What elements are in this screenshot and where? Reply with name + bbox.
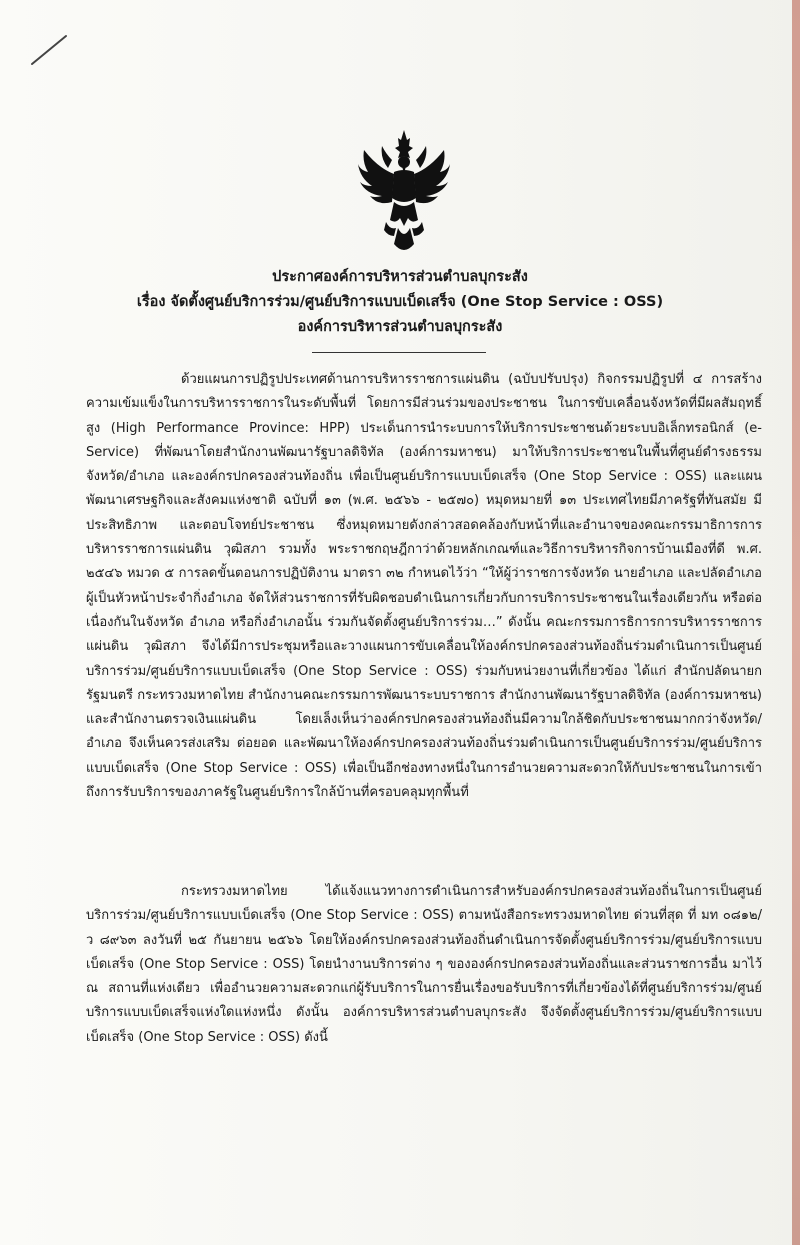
announcement-subject: เรื่อง จัดตั้งศูนย์บริการร่วม/ศูนย์บริการแบบเบ็ดเสร็จ (One Stop Service : OSS) xyxy=(136,294,664,310)
page-edge-shadow xyxy=(792,0,800,1245)
garuda-emblem-icon xyxy=(358,128,450,258)
body-paragraph: ด้วยแผนการปฏิรูปประเทศด้านการบริหารราชการแผ่นดิน (ฉบับปรับปรุง) กิจกรรมปฏิรูปที่ ๔ การสร้างความเข้มแข็งในการบริหารราชการในระดับพื้นที่ โดยการมีส่วนร่วมของประชาชน ในการขับเคลื่อนจังหวัดที่มีผลสัมฤทธิ์สูง (High Performance Province: HPP) ประเด็นการนำระบบการให้บริการประชาชนด้วยระบบอิเล็กทรอนิกส์ (e-Service) ที่พัฒนาโดยสำนักงานพัฒนารัฐบาลดิจิทัล (องค์การมหาชน) มาให้บริการประชาชนในพื้นที่ศูนย์ดำรงธรรมจังหวัด/อำเภอ และองค์กรปกครองส่วนท้องถิ่น เพื่อเป็นศูนย์บริการแบบเบ็ดเสร็จ (One Stop Service : OSS) และแผนพัฒนาเศรษฐกิจและสังคมแห่งชาติ ฉบับที่ ๑๓ (พ.ศ. ๒๕๖๖ - ๒๕๗๐) หมุดหมายที่ ๑๓ ประเทศไทยมีภาครัฐที่ทันสมัย มีประสิทธิภาพ และตอบโจทย์ประชาชน ซึ่งหมุดหมายดังกล่าวสอดคล้องกับหน้าที่และอำนาจของคณะกรรมาธิการการบริหารราชการแผ่นดิน วุฒิสภา รวมทั้ง พระราชกฤษฎีกาว่าด้วยหลักเกณฑ์และวิธีการบริหารกิจการบ้านเมืองที่ดี พ.ศ. ๒๕๔๖ หมวด ๕ การลดขั้นตอนการปฏิบัติงาน มาตรา ๓๒ กำหนดไว้ว่า “ให้ผู้ว่าราชการจังหวัด นายอำเภอ และปลัดอำเภอ ผู้เป็นหัวหน้าประจำกิ่งอำเภอ จัดให้ส่วนราชการที่รับผิดชอบดำเนินการเกี่ยวกับการบริการประชาชนในเรื่องเดียวกัน หรือต่อเนื่องกันในจังหวัด อำเภอ หรือกิ่งอำเภอนั้น ร่วมกันจัดตั้งศูนย์บริการร่วม…” ดังนั้น คณะกรรมการธิการการบริหารราชการแผ่นดิน วุฒิสภา จึงได้มีการประชุมหรือและวางแผนการขับเคลื่อนให้องค์กรปกครองส่วนท้องถิ่นร่วมดำเนินการเป็นศูนย์บริการร่วม/ศูนย์บริการแบบเบ็ดเสร็จ (One Stop Service : OSS) ร่วมกับหน่วยงานที่เกี่ยวข้อง ได้แก่ สำนักปลัดนายกรัฐมนตรี กระทรวงมหาดไทย สำนักงานคณะกรรมการพัฒนาระบบราชการ สำนักงานพัฒนารัฐบาลดิจิทัล (องค์การมหาชน) และสำนักงานตรวจเงินแผ่นดิน โดยเล็งเห็นว่าองค์กรปกครองส่วนท้องถิ่นมีความใกล้ชิดกับประชาชนมากกว่าจังหวัด/อำเภอ จึงเห็นควรส่งเสริม ต่อยอด และพัฒนาให้องค์กรปกครองส่วนท้องถิ่นร่วมดำเนินการเป็นศูนย์บริการร่วม/ศูนย์บริการแบบเบ็ดเสร็จ (One Stop Service : OSS) เพื่อเป็นอีกช่องทางหนึ่งในการอำนวยความสะดวกให้กับประชาชนในการเข้าถึงการรับบริการของภาครัฐในศูนย์บริการใกล้บ้านที่ครอบคลุมทุกพื้นที่ xyxy=(86,372,762,801)
body-paragraph: กระทรวงมหาดไทย ได้แจ้งแนวทางการดำเนินการสำหรับองค์กรปกครองส่วนท้องถิ่นในการเป็นศูนย์บริการร่วม/ศูนย์บริการแบบเบ็ดเสร็จ (One Stop Service : OSS) ตามหนังสือกระทรวงมหาดไทย ด่วนที่สุด ที่ มท ๐๘๑๒/ว ๘๙๖๓ ลงวันที่ ๒๕ กันยายน ๒๕๖๖ โดยให้องค์กรปกครองส่วนท้องถิ่นดำเนินการจัดตั้งศูนย์บริการร่วม/ศูนย์บริการแบบเบ็ดเสร็จ (One Stop Service : OSS) โดยนำงานบริการต่าง ๆ ขององค์กรปกครองส่วนท้องถิ่นและส่วนราชการอื่น มาไว้ ณ สถานที่แห่งเดียว เพื่ออำนวยความสะดวกแก่ผู้รับบริการในการยื่นเรื่องขอรับบริการที่เกี่ยวข้องได้ที่ศูนย์บริการร่วม/ศูนย์บริการแบบเบ็ดเสร็จแห่งใดแห่งหนึ่ง ดังนั้น องค์การบริหารส่วนตำบลบุกระสัง จึงจัดตั้งศูนย์บริการร่วม/ศูนย์บริการแบบเบ็ดเสร็จ (One Stop Service : OSS) ดังนี้ xyxy=(86,884,762,1045)
header-divider xyxy=(312,352,486,353)
pen-stroke-mark xyxy=(30,34,68,66)
announcement-title: ประกาศองค์การบริหารส่วนตำบลบุกระสัง xyxy=(272,269,528,285)
issuing-organization: องค์การบริหารส่วนตำบลบุกระสัง xyxy=(297,319,503,335)
